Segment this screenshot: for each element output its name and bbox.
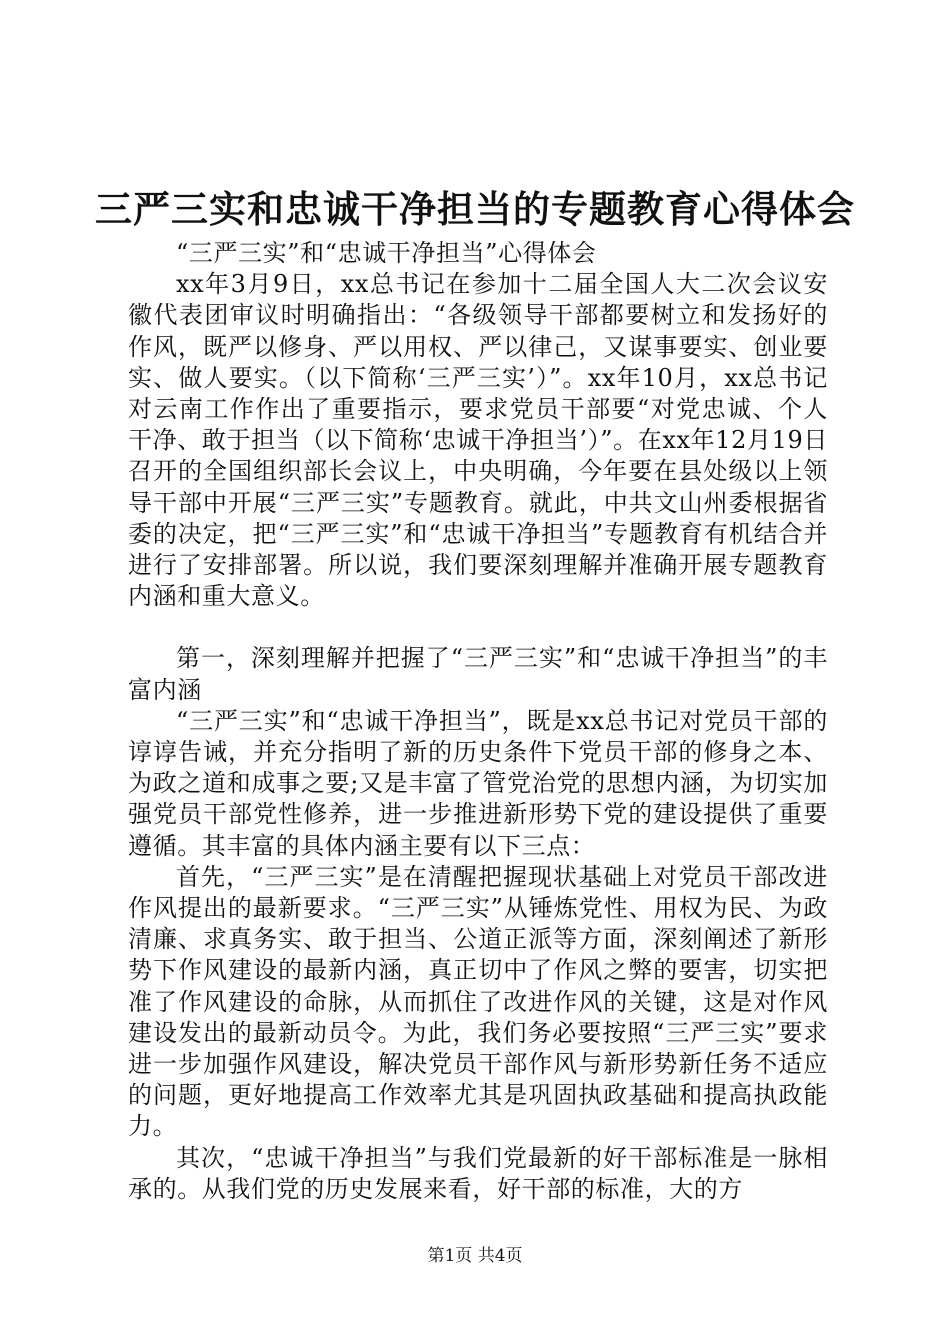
body-paragraph: xx年3月9日，xx总书记在参加十二届全国人大二次会议安徽代表团审议时明确指出：“各级领导干部都要树立和发扬好的作风，既严以修身、严以用权、严以律己，又谋事要实、创业要实、做人要实。（以下简称‘三严三实’）”。xx年10月，xx总书记对云南工作作出了重要指示，要求党员干部要“对党忠诚、个人干净、敢于担当（以下简称‘忠诚干净担当’）”。在xx年12月19日召开的全国组织部长会议上，中央明确，今年要在县处级以上领导干部中开展“三严三实”专题教育。就此，中共文山州委根据省委的决定，把“三严三实”和“忠诚干净担当”专题教育有机结合并进行了安排部署。所以说，我们要深刻理解并准确开展专题教育内涵和重大意义。 [128,270,828,611]
subtitle-paragraph: “三严三实”和“忠诚干净担当”心得体会 [176,239,597,267]
body-paragraph: 其次，“忠诚干净担当”与我们党最新的好干部标准是一脉相承的。从我们党的历史发展来看，好干部的标准，大的方 [128,1143,828,1203]
body-paragraph: 首先，“三严三实”是在清醒把握现状基础上对党员干部改进作风提出的最新要求。“三严三实”从锤炼党性、用权为民、为政清廉、求真务实、敢于担当、公道正派等方面，深刻阐述了新形势下作风建设的最新内涵，真正切中了作风之弊的要害，切实把准了作风建设的命脉，从而抓住了改进作风的关键，这是对作风建设发出的最新动员令。为此，我们务必要按照“三严三实”要求进一步加强作风建设，解决党员干部作风与新形势新任务不适应的问题，更好地提高工作效率尤其是巩固执政基础和提高执政能力。 [128,862,828,1141]
section-heading: 第一，深刻理解并把握了“三严三实”和“忠诚干净担当”的丰富内涵 [128,644,828,704]
document-body [128,238,828,1205]
page-number-footer: 第1页 共4页 [427,1246,523,1266]
document-title: 三严三实和忠诚干净担当的专题教育心得体会 [95,187,855,231]
body-paragraph: “三严三实”和“忠诚干净担当”，既是xx总书记对党员干部的谆谆告诫，并充分指明了新的历史条件下党员干部的修身之本、为政之道和成事之要;又是丰富了管党治党的思想内涵，为切实加强党员干部党性修养，进一步推进新形势下党的建设提供了重要遵循。其丰富的具体内涵主要有以下三点： [128,706,828,860]
